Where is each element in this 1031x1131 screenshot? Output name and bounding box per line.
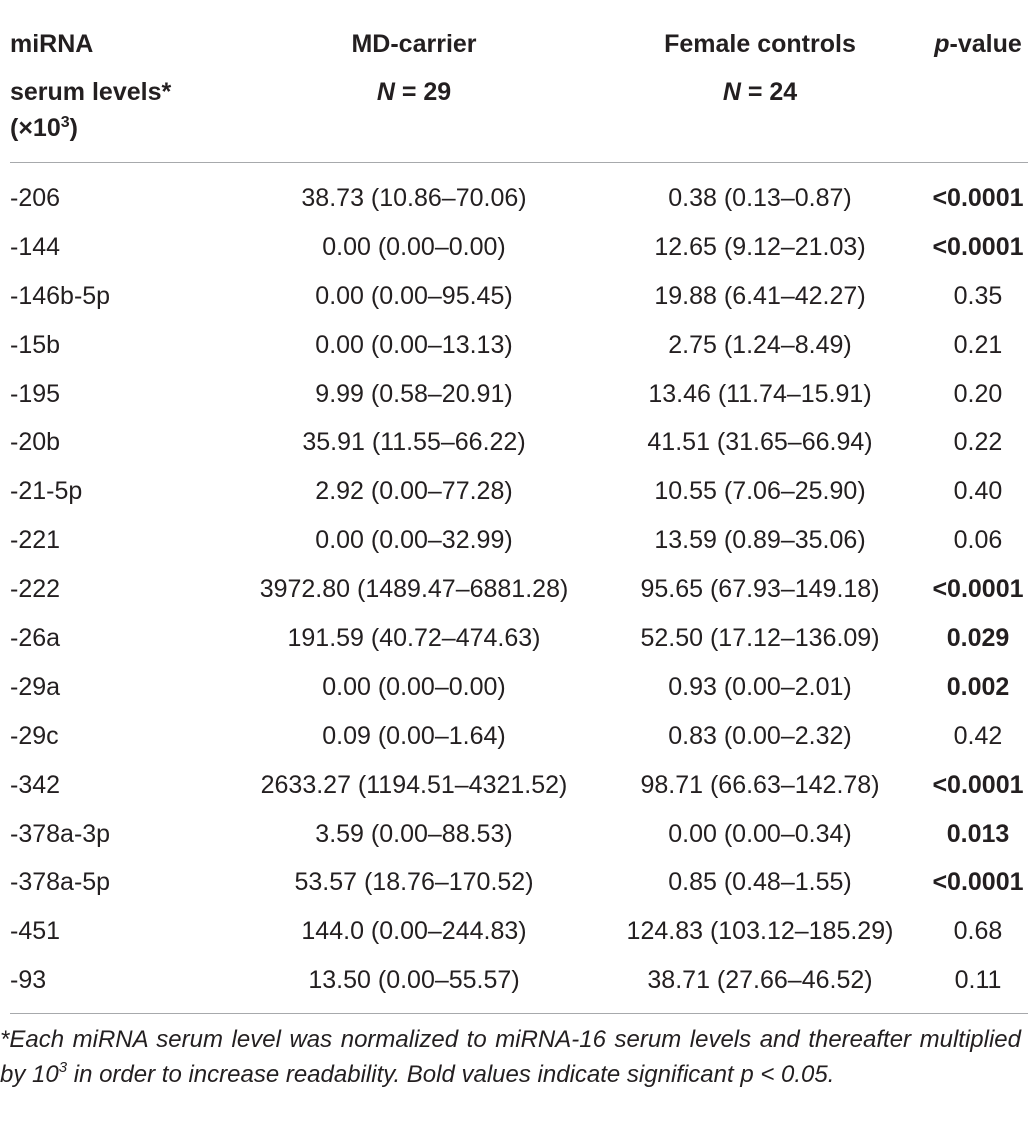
female-controls-cell: 0.00 (0.00–0.34) [668,819,852,848]
md-carrier-cell: 3.59 (0.00–88.53) [315,819,513,848]
p-value-cell: 0.06 [953,526,1003,555]
female-controls-cell: 52.50 (17.12–136.09) [640,624,880,653]
mirna-cell: -195 [10,379,61,408]
table-row [10,568,1031,617]
footnote-text-part1: *Each miRNA serum level was normalized to miRNA-16 serum levels and thereafter multiplied by 10 [0,1026,1021,1088]
footnote-exponent: 3 [58,1059,68,1076]
md-carrier-cell: 0.09 (0.00–1.64) [322,721,506,750]
md-carrier-cell: 0.00 (0.00–32.99) [315,526,513,555]
female-controls-cell: 12.65 (9.12–21.03) [654,232,866,261]
footnote-text-part2: in order to increase readability. Bold values indicate significant p < 0.05. [67,1061,835,1088]
table-row [10,226,1031,275]
table-bottom-divider [10,1013,1028,1014]
table-row [10,813,1031,862]
p-value-cell: <0.0001 [932,232,1024,261]
mirna-cell: -206 [10,184,61,212]
female-controls-cell: 0.93 (0.00–2.01) [668,672,852,701]
md-carrier-cell: 0.00 (0.00–0.00) [322,672,506,701]
p-value-cell: 0.029 [946,624,1010,653]
mirna-cell: -93 [10,966,47,995]
mirna-cell: -451 [10,917,61,946]
mirna-cell: -378a-5p [10,868,111,897]
p-value-cell: 0.40 [953,477,1003,506]
female-controls-cell: 19.88 (6.41–42.27) [654,281,866,310]
md-carrier-label: MD-carrier [351,30,477,58]
md-carrier-n [234,68,594,116]
md-carrier-n-symbol: N [376,78,395,106]
mirna-header-line1: miRNA [10,30,94,58]
md-carrier-cell: 53.57 (18.76–170.52) [294,868,534,897]
mirna-cell: -342 [10,770,61,799]
female-controls-cell: 13.59 (0.89–35.06) [654,526,866,555]
table-row [10,959,1031,1008]
female-controls-n-symbol: N [722,78,741,106]
md-carrier-column-header [234,20,594,116]
table-row [10,177,1031,226]
female-controls-cell: 2.75 (1.24–8.49) [668,330,852,359]
table-row [10,764,1031,813]
mirna-header-unit-suffix: ) [69,114,78,142]
female-controls-n [592,68,928,116]
md-carrier-cell: 0.00 (0.00–0.00) [322,232,506,261]
table-row [10,861,1031,910]
table-row [10,519,1031,568]
p-value-cell: 0.35 [953,281,1003,310]
female-controls-cell: 41.51 (31.65–66.94) [647,428,873,457]
p-value-label-italic: p [934,30,950,58]
table-row [10,421,1031,470]
p-value-cell: 0.21 [953,330,1003,359]
female-controls-cell: 13.46 (11.74–15.91) [648,379,872,408]
mirna-cell: -146b-5p [10,281,111,310]
md-carrier-cell: 0.00 (0.00–13.13) [315,330,513,359]
p-value-cell: <0.0001 [932,770,1024,799]
md-carrier-cell: 38.73 (10.86–70.06) [301,184,527,212]
p-value-cell: 0.42 [953,721,1003,750]
mirna-cell: -15b [10,330,61,359]
table-row [10,617,1031,666]
md-carrier-cell: 13.50 (0.00–55.57) [308,966,520,995]
p-value-cell: 0.002 [946,672,1010,701]
mirna-cell: -378a-3p [10,819,111,848]
female-controls-cell: 98.71 (66.63–142.78) [640,770,880,799]
female-controls-cell: 10.55 (7.06–25.90) [654,477,866,506]
female-controls-label: Female controls [664,30,856,58]
mirna-column-header [10,20,171,146]
p-value-cell: 0.22 [953,428,1003,457]
md-carrier-cell: 3972.80 (1489.47–6881.28) [259,575,569,604]
p-value-cell: <0.0001 [932,575,1024,604]
md-carrier-cell: 144.0 (0.00–244.83) [301,917,527,946]
female-controls-cell: 38.71 (27.66–46.52) [647,966,873,995]
mirna-cell: -29a [10,672,61,701]
md-carrier-cell: 0.00 (0.00–95.45) [315,281,513,310]
p-value-cell: 0.68 [953,917,1003,946]
table-row [10,910,1031,959]
mirna-cell: -144 [10,232,61,261]
female-controls-cell: 0.85 (0.48–1.55) [668,868,852,897]
mirna-cell: -26a [10,624,61,653]
md-carrier-cell: 2633.27 (1194.51–4321.52) [260,770,568,799]
mirna-header-unit-prefix: (×10 [10,114,61,142]
table-row [10,470,1031,519]
female-controls-n-value: = 24 [740,78,798,106]
female-controls-cell: 124.83 (103.12–185.29) [626,917,894,946]
mirna-cell: -221 [10,526,61,555]
table-row [10,666,1031,715]
mirna-cell: -20b [10,428,61,457]
table-row [10,715,1031,764]
female-controls-cell: 95.65 (67.93–149.18) [640,575,880,604]
md-carrier-cell: 9.99 (0.58–20.91) [315,379,513,408]
p-value-cell: 0.20 [953,379,1003,408]
header-divider [10,162,1028,163]
table-body [10,177,1031,1008]
md-carrier-cell: 35.91 (11.55–66.22) [302,428,526,457]
mirna-header-unit-exponent: 3 [60,114,70,131]
mirna-cell: -222 [10,575,61,604]
table-header [10,0,1031,163]
table-row [10,324,1031,373]
p-value-cell: <0.0001 [932,184,1024,212]
female-controls-column-header [592,20,928,116]
p-value-cell: <0.0001 [932,868,1024,897]
mirna-cell: -21-5p [10,477,83,506]
table-row [10,275,1031,324]
p-value-cell: 0.013 [946,819,1010,848]
female-controls-cell: 0.38 (0.13–0.87) [668,184,852,212]
mirna-cell: -29c [10,721,59,750]
p-value-label [918,20,1031,68]
p-value-label-rest: -value [949,30,1022,58]
female-controls-cell: 0.83 (0.00–2.32) [668,721,852,750]
md-carrier-n-value: = 29 [394,78,452,106]
table-footnote [0,1022,1021,1092]
p-value-cell: 0.11 [954,966,1002,995]
md-carrier-cell: 2.92 (0.00–77.28) [315,477,513,506]
table-container [10,0,1031,995]
md-carrier-cell: 191.59 (40.72–474.63) [287,624,541,653]
p-value-column-header [918,20,1031,68]
table-row [10,373,1031,422]
mirna-header-line2: serum levels* [10,78,172,106]
